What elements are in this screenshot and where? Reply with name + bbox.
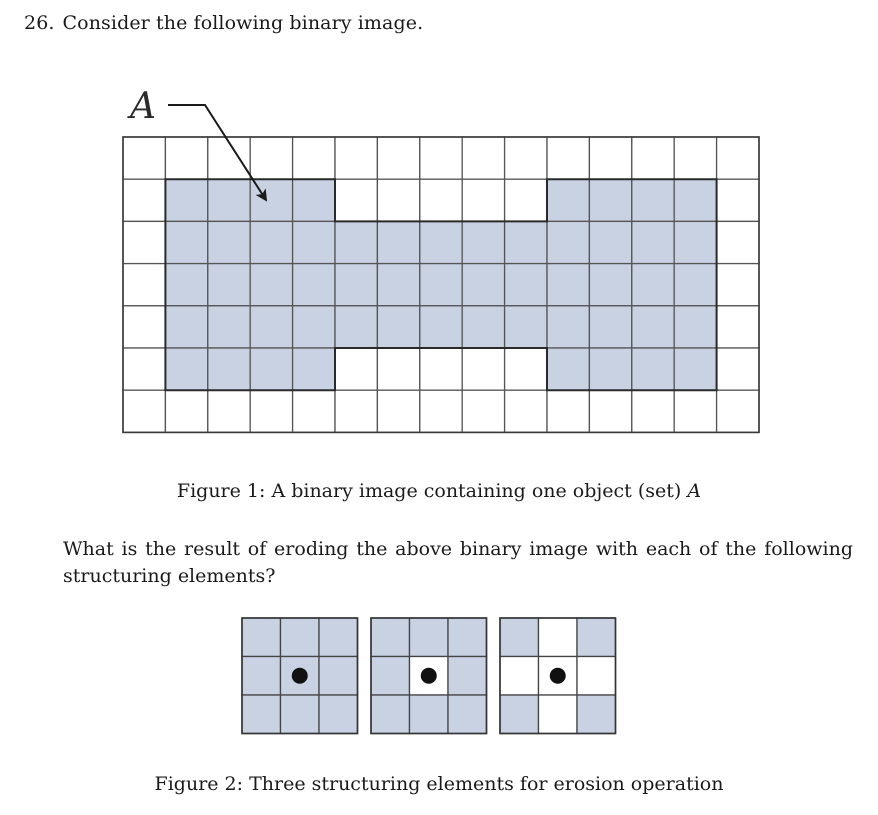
element-border: [371, 618, 487, 734]
object-pixel: [632, 179, 674, 221]
object-pixel: [208, 306, 250, 348]
element-pixel-off: [539, 657, 578, 696]
background-pixel: [293, 137, 335, 179]
background-pixel: [717, 390, 759, 432]
element-border: [242, 618, 358, 734]
object-pixel: [250, 306, 292, 348]
background-pixel: [123, 179, 165, 221]
element-pixel-on: [577, 618, 616, 657]
background-pixel: [377, 348, 419, 390]
background-pixel: [420, 348, 462, 390]
element-pixel-on: [448, 657, 487, 696]
object-pixel: [250, 348, 292, 390]
object-pixel: [165, 179, 207, 221]
element-pixel-on: [577, 695, 616, 734]
object-pixel: [208, 348, 250, 390]
background-pixel: [377, 390, 419, 432]
origin-dot: [292, 668, 308, 684]
question-number: 26.: [24, 12, 55, 34]
object-pixel: [632, 221, 674, 263]
element-pixel-on: [448, 695, 487, 734]
background-pixel: [123, 264, 165, 306]
element-pixel-on: [371, 695, 410, 734]
set-label-a: A: [130, 86, 156, 127]
element-pixel-on: [410, 618, 449, 657]
background-pixel: [123, 137, 165, 179]
figure-1-caption-text: Figure 1: A binary image containing one object (set): [176, 480, 682, 502]
background-pixel: [547, 137, 589, 179]
background-pixel: [335, 179, 377, 221]
background-pixel: [420, 179, 462, 221]
background-pixel: [377, 137, 419, 179]
object-pixel: [505, 221, 547, 263]
figure-1-caption: [0, 480, 878, 502]
background-pixel: [717, 264, 759, 306]
object-pixel: [589, 306, 631, 348]
object-pixel: [165, 264, 207, 306]
background-pixel: [208, 390, 250, 432]
element-pixel-on: [281, 657, 320, 696]
element-border: [500, 618, 616, 734]
background-pixel: [462, 390, 504, 432]
background-pixel: [250, 390, 292, 432]
object-pixel: [420, 221, 462, 263]
object-pixel: [293, 306, 335, 348]
object-pixel: [250, 264, 292, 306]
background-pixel: [335, 137, 377, 179]
object-pixel: [589, 179, 631, 221]
background-pixel: [165, 390, 207, 432]
element-pixel-off: [539, 618, 578, 657]
background-pixel: [420, 137, 462, 179]
background-pixel: [420, 390, 462, 432]
background-pixel: [462, 348, 504, 390]
origin-dot: [421, 668, 437, 684]
element-pixel-on: [500, 618, 539, 657]
element-pixel-on: [242, 695, 281, 734]
background-pixel: [165, 137, 207, 179]
object-pixel: [420, 306, 462, 348]
object-pixel: [293, 179, 335, 221]
background-pixel: [123, 306, 165, 348]
element-pixel-on: [281, 618, 320, 657]
object-pixel: [674, 179, 716, 221]
background-pixel: [505, 390, 547, 432]
background-pixel: [505, 137, 547, 179]
object-pixel: [462, 221, 504, 263]
background-pixel: [717, 137, 759, 179]
figure-1-caption-set: A: [687, 480, 702, 502]
background-pixel: [717, 221, 759, 263]
object-pixel: [505, 306, 547, 348]
background-pixel: [123, 390, 165, 432]
structuring-element-corners-3x3: [500, 618, 616, 734]
figure-2-caption: Figure 2: Three structuring elements for erosion operation: [154, 773, 724, 795]
object-pixel: [293, 348, 335, 390]
background-pixel: [335, 348, 377, 390]
element-pixel-on: [242, 618, 281, 657]
element-pixel-on: [319, 695, 358, 734]
object-pixel: [293, 221, 335, 263]
object-pixel: [547, 306, 589, 348]
object-pixel: [208, 264, 250, 306]
background-pixel: [462, 179, 504, 221]
element-pixel-on: [371, 618, 410, 657]
object-pixel: [674, 264, 716, 306]
object-pixel: [589, 348, 631, 390]
object-pixel: [208, 179, 250, 221]
object-pixel: [377, 264, 419, 306]
object-pixel: [547, 179, 589, 221]
element-pixel-on: [448, 618, 487, 657]
background-pixel: [250, 137, 292, 179]
element-pixel-on: [500, 695, 539, 734]
background-pixel: [632, 390, 674, 432]
object-pixel: [462, 306, 504, 348]
object-pixel: [208, 221, 250, 263]
element-pixel-on: [242, 657, 281, 696]
object-pixel: [165, 306, 207, 348]
object-pixel: [165, 221, 207, 263]
object-pixel: [589, 264, 631, 306]
object-pixel: [165, 348, 207, 390]
object-pixel: [505, 264, 547, 306]
object-pixel: [462, 264, 504, 306]
binary-image-grid: [123, 137, 759, 432]
object-pixel: [674, 348, 716, 390]
object-pixel: [250, 221, 292, 263]
object-pixel: [674, 306, 716, 348]
background-pixel: [123, 348, 165, 390]
background-pixel: [717, 348, 759, 390]
element-pixel-off: [539, 695, 578, 734]
background-pixel: [547, 390, 589, 432]
object-pixel: [293, 264, 335, 306]
background-pixel: [505, 348, 547, 390]
object-pixel: [335, 264, 377, 306]
object-pixel: [589, 221, 631, 263]
background-pixel: [377, 179, 419, 221]
element-pixel-on: [319, 618, 358, 657]
background-pixel: [674, 390, 716, 432]
background-pixel: [717, 179, 759, 221]
object-pixel: [335, 221, 377, 263]
object-pixel: [420, 264, 462, 306]
background-pixel: [293, 390, 335, 432]
question-text: Consider the following binary image.: [62, 12, 424, 34]
background-pixel: [674, 137, 716, 179]
origin-dot: [550, 668, 566, 684]
object-pixel: [377, 221, 419, 263]
object-pixel: [547, 348, 589, 390]
element-pixel-off: [577, 657, 616, 696]
structuring-element-ring-3x3: [371, 618, 487, 734]
background-pixel: [123, 221, 165, 263]
background-pixel: [589, 390, 631, 432]
background-pixel: [335, 390, 377, 432]
object-pixel: [632, 306, 674, 348]
object-pixel: [377, 306, 419, 348]
element-pixel-on: [371, 657, 410, 696]
object-pixel: [674, 221, 716, 263]
erosion-question: What is the result of eroding the above binary image with each of the following structuring elements?: [63, 538, 853, 587]
element-pixel-off: [500, 657, 539, 696]
element-pixel-on: [281, 695, 320, 734]
object-pixel: [335, 306, 377, 348]
background-pixel: [632, 137, 674, 179]
background-pixel: [717, 306, 759, 348]
object-pixel: [547, 264, 589, 306]
background-pixel: [462, 137, 504, 179]
object-pixel: [632, 264, 674, 306]
object-pixel: [547, 221, 589, 263]
structuring-element-full-3x3: [242, 618, 358, 734]
object-pixel: [632, 348, 674, 390]
element-pixel-on: [410, 695, 449, 734]
element-pixel-off: [410, 657, 449, 696]
background-pixel: [505, 179, 547, 221]
element-pixel-on: [319, 657, 358, 696]
background-pixel: [589, 137, 631, 179]
